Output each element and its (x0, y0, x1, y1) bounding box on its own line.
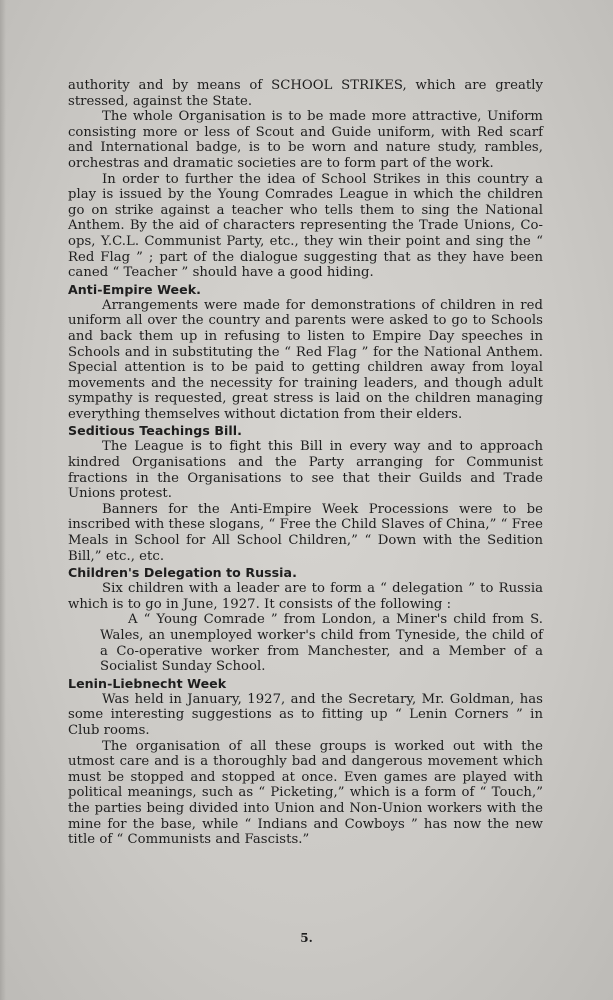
paragraph-banners: Banners for the Anti-Empire Week Processions were to be inscribed with these slogans, “ Free the Child Slaves of China,” “ Free Meals in School for All School Children,” “ Down with the Sedition Bill,” etc., etc. (68, 501, 543, 564)
paragraph-games: The organisation of all these groups is worked out with the utmost care and is a thoroughly bad and dangerous movement which must be stopped and stopped at once. Even games are played with political meanings, such as “ Picketing,” which is a form of “ Touch,” the parties being divided into Union and Non-Union workers with the mine for the base, while “ Indians and Cowboys ” has now the new title of “ Communists and Fascists.” (68, 738, 543, 848)
paragraph-lenin-week: Was held in January, 1927, and the Secretary, Mr. Goldman, has some interesting suggestions as to fitting up “ Lenin Corners ” in Club rooms. (68, 691, 543, 738)
paragraph-delegation-members: A “ Young Comrade ” from London, a Miner's child from S. Wales, an unemployed worker's child from Tyneside, the child of a Co-operative worker from Manchester, and a Member of a Socialist Sunday School. (100, 612, 543, 675)
heading-lenin-liebnecht-week: Lenin-Liebnecht Week (68, 675, 227, 691)
heading-seditious-teachings-bill: Seditious Teachings Bill. (68, 423, 242, 439)
page-crease (0, 0, 6, 1000)
page-number: 5. (300, 931, 313, 945)
page-content (68, 78, 543, 848)
paragraph-league-fight: The League is to fight this Bill in every way and to approach kindred Organisations and the Party arranging for Communist fractions in the Organisations to see that their Guilds and Trade Unions protest. (68, 439, 543, 502)
heading-childrens-delegation: Children's Delegation to Russia. (68, 565, 297, 581)
paragraph-organisation: The whole Organisation is to be made more attractive, Uniform consisting more or less of Scout and Guide uniform, with Red scarf and International badge, is to be worn and nature study, rambles, orchestras and dramatic societies are to form part of the work. (68, 109, 543, 171)
heading-anti-empire-week: Anti-Empire Week. (68, 281, 202, 297)
paragraph-school-strikes: In order to further the idea of School Strikes in this country a play is issued by the Young Comrades League in which the children go on strike against a teacher who tells them to sing the National Anthem. By the aid of characters representing the Trade Unions, Co-ops, Y.C.L. Communist Party, etc., they win their point and sing the “ Red Flag ” ; part of the dialogue suggesting that as they have been caned “ Teacher ” should have a good hiding. (68, 171, 543, 281)
paragraph-six-children: Six children with a leader are to form a “ delegation ” to Russia which is to go in June, 1927. It consists of the following : (68, 581, 543, 612)
paragraph-arrangements: Arrangements were made for demonstrations of children in red uniform all over the country and parents were asked to go to Schools and back them up in refusing to listen to Empire Day speeches in Schools and in substituting the “ Red Flag ” for the National Anthem. Special attention is to be paid to getting children away from loyal movements and the necessity for training leaders, and though adult sympathy is requested, great stress is laid on the children managing everything themselves without dictation from their elders. (68, 297, 543, 422)
paragraph-authority: authority and by means of SCHOOL STRIKES, which are greatly stressed, against the State. (68, 78, 543, 109)
